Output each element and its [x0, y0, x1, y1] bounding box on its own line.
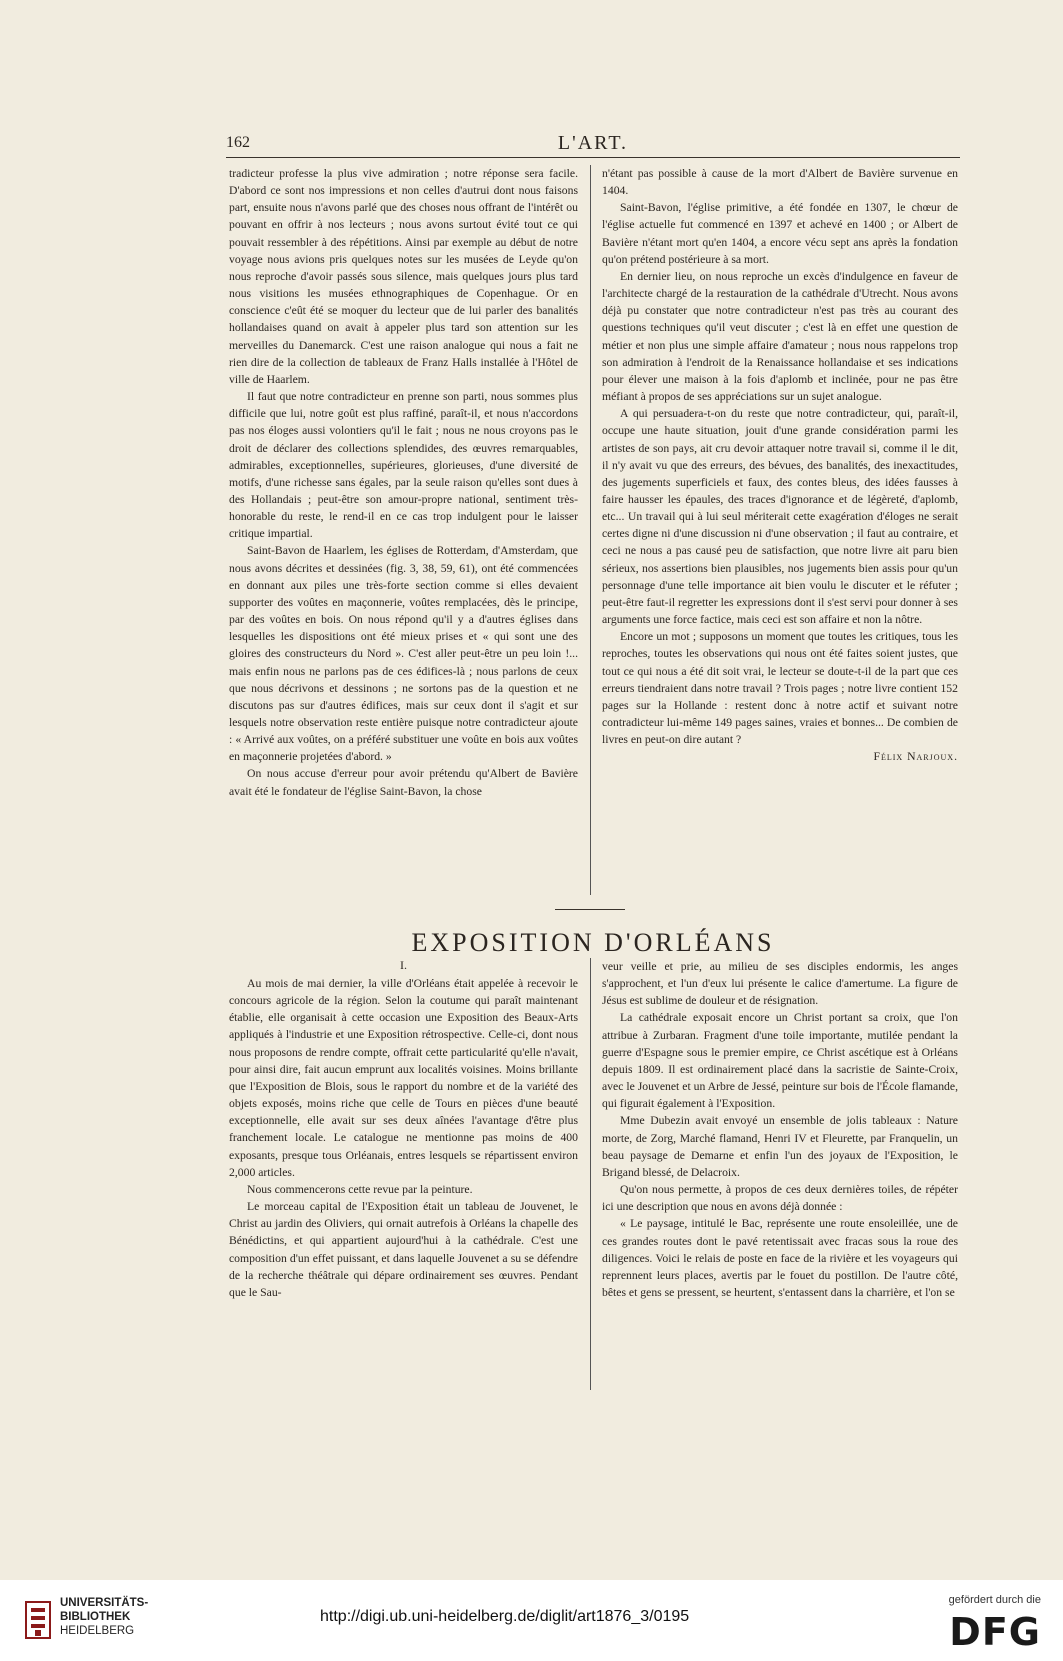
institution-name: UNIVERSITÄTS- BIBLIOTHEK HEIDELBERG [60, 1597, 149, 1637]
article-title: EXPOSITION D'ORLÉANS [411, 928, 775, 957]
section-rule [555, 909, 625, 910]
running-title: L'ART. [557, 132, 629, 154]
paragraph: Le morceau capital de l'Exposition était un tableau de Jouvenet, le Christ au jardin des Oliviers, qui ornait autrefois à Orléans la chapelle des Bénédictins, et qui appartient aujourd'hui à la cathédrale. C'est une composition d'un effet puissant, et dans laquelle Jouvenet a su se défendre de la recherche théâtrale qui dépare ordinairement ses œuvres. Pendant que le Sau- [229, 1200, 578, 1299]
library-footer [0, 1580, 1063, 1661]
university-seal-icon [24, 1598, 52, 1642]
paragraph: Mme Dubezin avait envoyé un ensemble de jolis tableaux : Nature morte, de Zorg, Marché flamand, Henri IV et Fleurette, par Franquelin, un beau paysage de Demarne et enfin l'un des joyaux de l'Exposition, le Brigand blessé, de Delacroix. [602, 1114, 958, 1179]
paragraph: n'étant pas possible à cause de la mort d'Albert de Bavière survenue en 1404. [602, 167, 958, 198]
column-bottom-left [229, 975, 578, 1390]
dfg-logo: DFG [949, 1610, 1041, 1654]
paragraph: Encore un mot ; supposons un moment que toutes les critiques, tous les reproches, toutes les observations qui nous ont été faites soient justes, que tout ce qui nous a été dit soit vrai, le lecteur se doute-t-il de la part que ces erreurs tiendraient dans notre travail ? Trois pages ; notre livre contient 152 pages sur la Hollande : restent donc à notre actif et suivant notre contradicteur lui-même 149 pages saines, vraies et bonnes... De combien de livres en peut-on dire autant ? [602, 630, 958, 747]
paragraph: « Le paysage, intitulé le Bac, représente une route ensoleillée, une de ces grandes routes dont le pavé retentissait avec fracas sous la roue des diligences. Voici le relais de poste en face de la rivière et les voyageurs qui reprennent leurs places, avertis par le fouet du postillon. De l'autre côté, bêtes et gens se pressent, se heurtent, s'entassent dans la charrière, et l'on se [602, 1217, 958, 1299]
paragraph: On nous accuse d'erreur pour avoir prétendu qu'Albert de Bavière avait été le fondateur de l'église Saint-Bavon, la chose [229, 767, 578, 798]
paragraph: Saint-Bavon, l'église primitive, a été fondée en 1307, le chœur de l'église actuelle fut commencé en 1397 et achevé en 1400 ; or Albert de Bavière n'étant mort qu'en 1404, a encore vécu sept ans après la fondation qu'on prétend postérieure à sa mort. [602, 201, 958, 266]
column-top-left [229, 165, 578, 895]
column-bottom-right [602, 958, 958, 1390]
column-divider [590, 958, 591, 1390]
section-number: I. [400, 958, 407, 972]
column-top-right [602, 165, 958, 895]
paragraph: A qui persuadera-t-on du reste que notre contradicteur, qui, paraît-il, occupe une haute situation, jouit d'une grande considération parmi les artistes de son pays, ait cru devoir attaquer notre travail si, comme il le dit, il n'y avait vu que des erreurs, des bévues, des banalités, des inexactitudes, des jugements superficiels et faux, des contes bleus, des idées fausses à faire hausser les épaules, des traces d'ignorance et de légèreté, d'aplomb, etc... Un travail qui à lui seul mériterait cette exagération d'éloges ne serait certes digne ni d'une discussion ni d'une observation ; il faut au contraire, et ceci ne nous a pas causé peu de satisfaction, que notre livre ait paru bien sérieux, nos assertions bien plausibles, nos jugements bien assis pour qu'un personnage d'une telle importance ait bien voulu le discuter et le réfuter ; peut-être faut-il regretter les expressions dont il s'est servi pour donner à ses arguments une force factice, mais ceci est son affaire et non la nôtre. [602, 407, 958, 627]
paragraph: Au mois de mai dernier, la ville d'Orléans était appelée à recevoir le concours agricole de la région. Selon la coutume qui paraît maintenant établie, elle organisait à cette occasion une Exposition des Beaux-Arts appliqués à l'industrie et une Exposition rétrospective. Celle-ci, dont nous nous proposons de rendre compte, offrait cette particularité qu'elle n'avait, pour ainsi dire, fait aucun emprunt aux localités voisines. Moins brillante que l'Exposition de Blois, sous le rapport du nombre et de la variété des objets exposés, moins riche que celle de Tours en pièces d'une beauté exceptionnelle, elle avait sur ses deux aînées l'avantage d'être plus franchement locale. Le catalogue ne mentionne pas moins de 400 exposants, presque tous Orléanais, entres lesquels se répartissent environ 2,000 articles. [229, 977, 578, 1179]
paragraph: La cathédrale exposait encore un Christ portant sa croix, que l'on attribue à Zurbaran. Fragment d'une toile importante, mutilée pendant la guerre d'Espagne sous le premier empire, ce Christ ascétique est à Orléans depuis 1809. Il est ordinairement placé dans la sacristie de Sainte-Croix, avec le Jouvenet et un Arbre de Jessé, peinture sur bois de l'École flamande, qui figurait également à l'Exposition. [602, 1011, 958, 1111]
paragraph: veur veille et prie, au milieu de ses disciples endormis, les anges s'approchent, et l'un d'eux lui présente le calice d'amertume. La figure de Jésus est sublime de douleur et de résignation. [602, 960, 958, 1008]
page-header [226, 132, 960, 158]
digital-library-link[interactable]: http://digi.ub.uni-heidelberg.de/diglit/art1876_3/0195 [320, 1608, 690, 1625]
paragraph: Il faut que notre contradicteur en prenne son parti, nous sommes plus difficile que lui, notre goût est plus raffiné, paraît-il, et nous n'accordons pas nos éloges aussi volontiers qu'il le fait ; nous ne nous croyons pas le droit de déclarer des collections splendides, des œuvres remarquables, admirables, exceptionnelles, supérieures, glorieuses, d'une diversité de motifs, d'une richesse sans égales, par la seule raison qu'elles sont dues à des Hollandais ; peut-être son amour-propre national, sentiment très-honorable du reste, le rend-il en ce cas trop indulgent pour le laisser critique impartial. [229, 390, 578, 541]
funded-by-label: gefördert durch die [948, 1594, 1041, 1606]
paragraph: Qu'on nous permette, à propos de ces deux dernières toiles, de répéter ici une description que nous en avons déjà donnée : [602, 1183, 958, 1214]
page-number: 162 [226, 134, 250, 151]
paragraph: tradicteur professe la plus vive admiration ; notre réponse sera facile. D'abord ce sont nos impressions et non celles d'autrui dont nous faisons part, ensuite nous n'avons parlé que des choses nous offrant de l'intérêt ou pouvant en offrir à nos lecteurs ; nous avons surtout évité tout ce qui pouvait ressembler à des répétitions. Ainsi par exemple au début de notre voyage nous avions pris quelques notes sur les musées de Leyde qu'on nous reproche d'avoir passés sous silence, mais quelques jours plus tard nous visitions les musées ethnographiques de Copenhague. Or en conscience c'eût été se moquer du lecteur que de lui parler des banalités hollandaises quand on avait à appeler plus tard son attention sur les merveilles du Danemarck. C'est une raison analogue qui nous a fait ne rien dire de la collection de tableaux de Franz Halls installée à l'Hôtel de ville de Haarlem. [229, 167, 578, 386]
paragraph: Nous commencerons cette revue par la peinture. [247, 1182, 473, 1196]
paragraph: Saint-Bavon de Haarlem, les églises de Rotterdam, d'Amsterdam, que nous avons décrites et dessinées (fig. 3, 38, 59, 61), ont été commencées en donnant aux piles une très-forte section comme si elles devaient supporter des voûtes en maçonnerie, voûtes remplacées, dès le principe, par des voûtes en bois. On nous répond qu'il y a d'autres églises dans lesquelles les dispositions ont été mieux prises et « qui sont une des gloires des constructeurs du Nord ». C'est aller peut-être un peu loin !... mais enfin nous ne parlons pas de ces édifices-là ; nous parlons de ceux que nous décrivons et dessinons ; ne sortons pas de la question et ne discutons pas sur d'autres édifices, mais sur ceux dont il s'agit et sur lesquels notre observation reste entière puisque notre contradicteur ajoute : « Arrivé aux voûtes, on a préféré substituer une voûte en bois aux voûtes en maçonnerie projetées d'abord. » [229, 544, 578, 764]
author-signature: Félix Narjoux. [873, 750, 958, 764]
column-divider [590, 165, 591, 895]
paragraph: En dernier lieu, on nous reproche un excès d'indulgence en faveur de l'architecte chargé de la restauration de la cathédrale d'Utrecht. Nous avons déjà pu constater que notre contradicteur n'est pas très au courant des questions techniques qu'il veut discuter ; c'est là en effet une question de métier et non plus une simple affaire d'amateur ; nous nous rappelons trop son admiration à l'endroit de la Renaissance hollandaise et ses indications pour élever une maison à la fois d'aplomb et inclinée, pour ne pas être méfiant à propos de ses appréciations sur un sujet analogue. [602, 269, 958, 404]
